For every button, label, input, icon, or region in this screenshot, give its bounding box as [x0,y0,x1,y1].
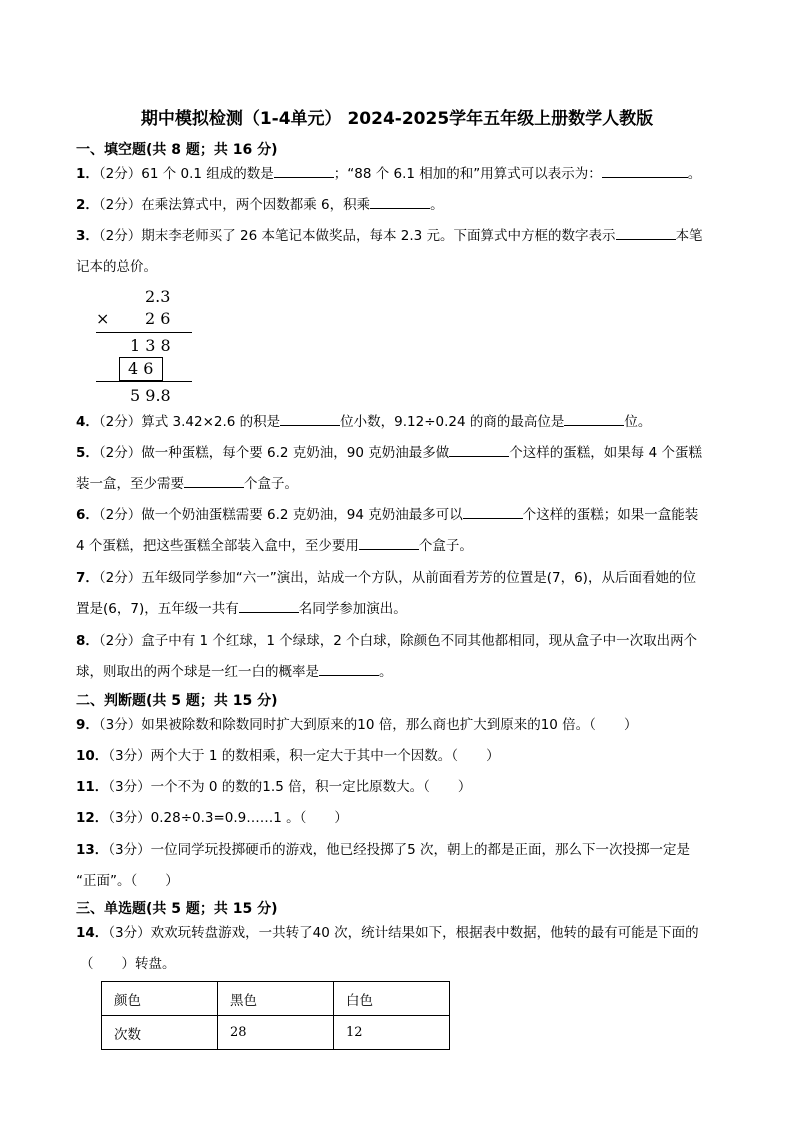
question-7: 7．（2分）五年级同学参加“六一”演出，站成一个方队，从前面看芳芳的位置是(7，6)，从后面看她的位 置是(6，7)，五年级一共有 名同学参加演出。 [76,570,696,617]
answer-blank[interactable] [449,441,509,457]
section-heading-fill-in: 一、填空题(共 8 题；共 16 分) [76,142,278,158]
table-cell: 黑色 [218,982,334,1016]
answer-blank[interactable] [274,162,334,178]
multiplier: 2 6 [145,309,171,328]
answer-blank[interactable] [616,224,676,240]
answer-blank[interactable] [239,597,299,613]
question-2: 2．（2分）在乘法算式中，两个因数都乘 6，积乘 。 [76,190,736,221]
answer-blank[interactable] [370,193,430,209]
divider-line [96,332,192,333]
multiplicand: 2.3 [145,287,171,306]
question-14: 14．（3分）欢欢玩转盘游戏，一共转了40 次，统计结果如下，根据表中数据，他转的最有可能是下面的 （ ）转盘。 [76,925,699,972]
spin-results-table [101,981,450,1050]
question-13: 13．（3分）一位同学玩投掷硬币的游戏，他已经投掷了5 次，朝上的都是正面，那么下一次投掷一定是 “正面”。（ ） [76,842,691,889]
answer-blank[interactable] [564,410,624,426]
question-1: 1．（2分）61 个 0.1 组成的数是 ；“88 个 6.1 相加的和”用算式可以表示为： 。 [76,159,736,190]
question-11: 11．（3分）一个不为 0 的数的1.5 倍，积一定比原数大。（ ） [76,779,472,795]
table-cell: 12 [334,1016,450,1050]
vertical-multiplication [88,282,208,412]
table-cell: 次数 [102,1016,218,1050]
answer-blank[interactable] [602,162,688,178]
answer-blank[interactable] [280,410,340,426]
question-6: 6．（2分）做一个奶油蛋糕需要 6.2 克奶油，94 克奶油最多可以 个这样的蛋糕；如果一盒能装 4 个蛋糕，把这些蛋糕全部装入盒中，至少要用 个盒子。 [76,500,736,562]
page-title: 期中模拟检测（1-4单元） 2024-2025学年五年级上册数学人教版 [140,109,654,129]
question-4: 4．（2分）算式 3.42×2.6 的积是 位小数，9.12÷0.24 的商的最高位是 位。 [76,407,736,438]
question-12: 12．（3分）0.28÷0.3=0.9……1 。（ ） [76,810,348,826]
question-10: 10．（3分）两个大于 1 的数相乘，积一定大于其中一个因数。（ ） [76,748,500,764]
partial-product-2: 4 6 [128,359,154,378]
question-5: 5．（2分）做一种蛋糕，每个要 6.2 克奶油，90 克奶油最多做 个这样的蛋糕，如果每 4 个蛋糕 装一盒，至少需要 个盒子。 [76,438,736,500]
question-8: 8．（2分）盒子中有 1 个红球，1 个绿球，2 个白球，除颜色不同其他都相同，现从盒子中一次取出两个 球，则取出的两个球是一红一白的概率是 。 [76,633,698,680]
section-heading-single-choice: 三、单选题(共 5 题；共 15 分) [76,901,278,917]
answer-blank[interactable] [359,534,419,550]
times-sign: × [96,309,110,328]
product: 5 9.8 [130,386,171,405]
answer-blank[interactable] [463,503,523,519]
divider-line [96,381,192,382]
table-row [102,1016,450,1050]
answer-blank[interactable] [184,472,244,488]
partial-product-1: 1 3 8 [130,336,171,355]
section-heading-true-false: 二、判断题(共 5 题；共 15 分) [76,693,278,709]
table-cell: 28 [218,1016,334,1050]
table-row [102,982,450,1016]
question-9: 9．（3分）如果被除数和除数同时扩大到原来的10 倍，那么商也扩大到原来的10 倍。（ ） [76,717,638,733]
table-cell: 白色 [334,982,450,1016]
table-cell: 颜色 [102,982,218,1016]
answer-blank[interactable] [319,660,379,676]
question-3: 3．（2分）期末李老师买了 26 本笔记本做奖品，每本 2.3 元。下面算式中方框的数字表示 本笔 记本的总价。 [76,221,736,283]
